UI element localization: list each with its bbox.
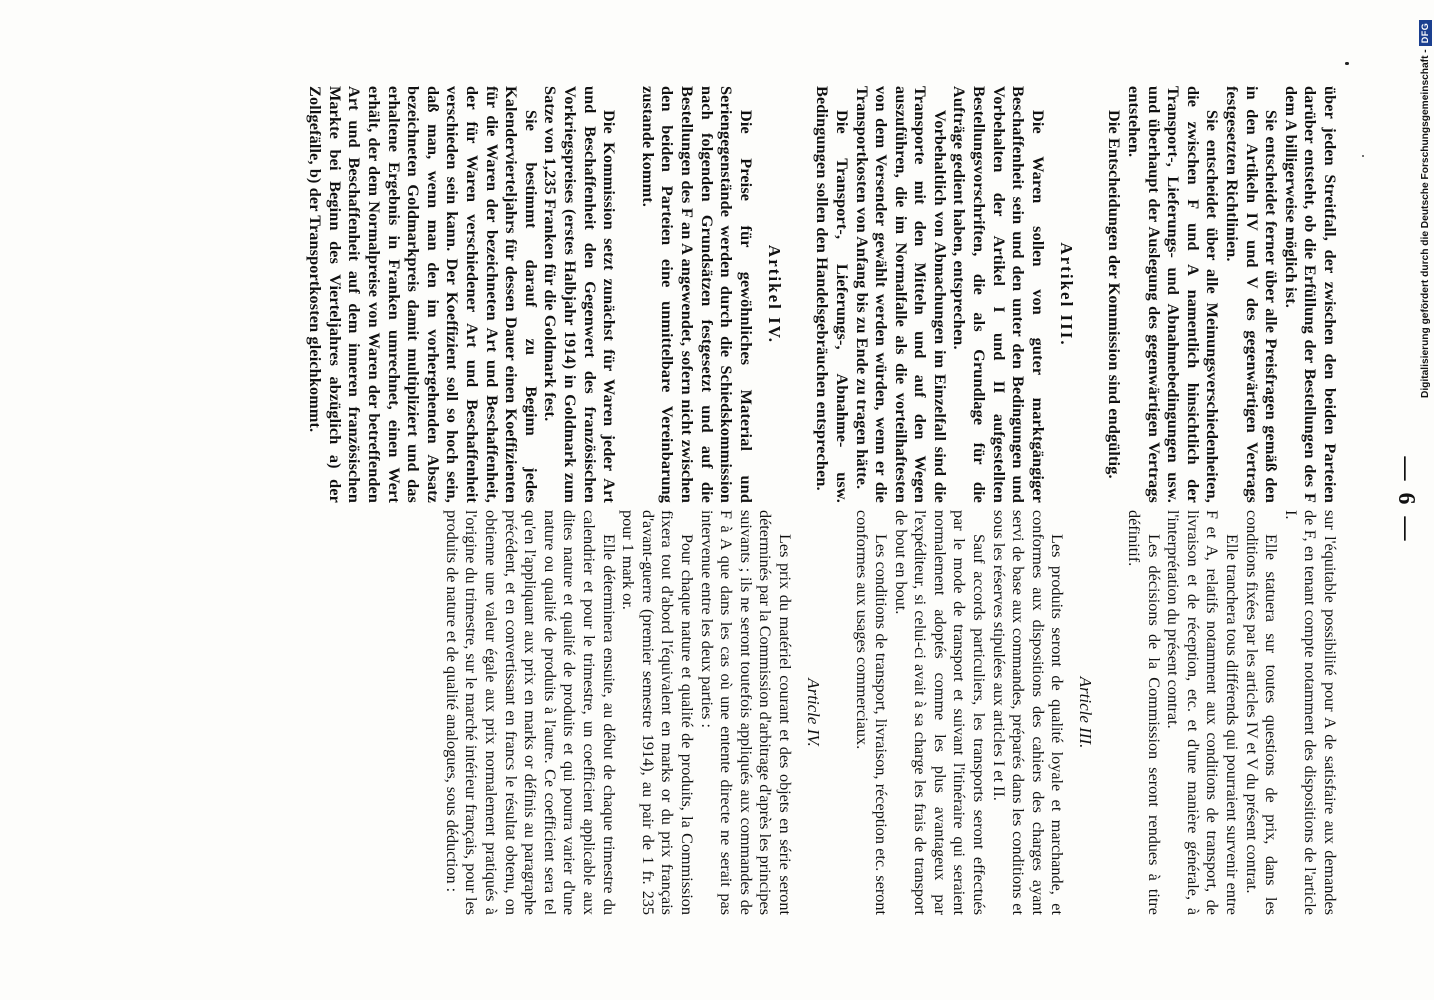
fr-paragraph-3: Elle tranchera tous différends qui pourraient survenir entre F et A, relatifs notamment aux conditions de transport, de livraison et de réception, etc. et d'une manière générale, à l'interprétation du présent contrat. (1164, 510, 1242, 915)
spacer (1104, 510, 1123, 915)
fr-paragraph-6: Sauf accords particuliers, les transports seront effectués par le mode de transport et suivant l'itinéraire qui seraient normalement adoptés comme les plus avantageux par l'expéditeur, si celui-ci avait à sa charge les frais de transport de bout en bout. (891, 510, 989, 915)
ink-speck (1362, 155, 1364, 157)
spacer (832, 510, 851, 915)
de-paragraph-6: Vorbehaltlich von Abmachungen im Einzelfall sind die Transporte mit den Mitteln und auf den Wegen auszuführen, die im Normalfalle als die vorteilhaftesten von dem Versender gewählt werden würden, wenn er die Transportkosten von Anfang bis zu Ende zu tragen hätte. (852, 86, 949, 503)
page-number: — 6 — (1393, 456, 1419, 544)
de-paragraph-9: Die Kommission setzt zunächst für Waren jeder Art und Beschaffenheit den Gegenwert des französischen Vorkriegspreises (erstes Halbjahr 1914) in Goldmark zum Satze von 1,235 Franken für die Goldmark fest. (541, 86, 619, 503)
fr-paragraph-5: Les produits seront de qualité loyale et marchande, et conformes aux dispositions des cahiers des charges ayant servi de base aux commandes, préparés dans les conditions et sous les réserves stipulées aux articles I et II. (989, 510, 1067, 915)
dfg-logo: DFG (1419, 20, 1432, 47)
fr-heading-article-4: Article IV. (803, 678, 823, 747)
fr-paragraph-4: Les décisions de la Commission seront rendues à titre définitif. (1125, 510, 1163, 915)
de-paragraph-10: Sie bestimmt darauf zu Beginn jedes Kalendervierteljahrs für dessen Dauer einen Koeffizienten für die Waren der bezeichneten Art und Beschaffenheit, der für Waren verschiedener Art und Beschaffenheit verschieden sein kann. Der Koeffizient soll so hoch sein, daß man, wenn man den im vorhergehenden Absatz bezeichneten Goldmarkpreis damit multipliziert und das erhaltene Ergebnis in Franken umrechnet, einen Wert erhält, der dem Normalpreise von Waren der betreffenden Art und Beschaffenheit auf dem inneren französischen Markte bei Beginn des Vierteljahres abzüglich a) der Zollgefälle, b) der Transportkosten gleichkommt. (306, 86, 540, 503)
spacer (1085, 86, 1104, 503)
fr-paragraph-10: Elle déterminera ensuite, au début de chaque trimestre du calendrier et pour le trimestre, un coefficient applicable aux dites nature et qualité de produits et qui pourra varier d'une nature ou qualité de produits à l'autre. Ce coefficient sera tel qu'en l'appliquant aux prix en marks or définis au paragraphe précédent, et en convertissant en francs le résultat obtenu, on obtienne une valeur égale aux prix normalement pratiqués à l'origine du trimestre, sur le marché intérieur français, pour les produits de nature et de qualité analogues, sous déduction : (442, 510, 618, 915)
fr-paragraph-9: Pour chaque nature et qualité de produits, la Commission fixera tout d'abord l'équivalent en marks or du prix français d'avant-guerre (premier semestre 1914), au pair de 1 fr. 235 pour 1 mark or. (619, 510, 696, 915)
de-paragraph-1: über jeden Streitfall, der zwischen den beiden Parteien darüber entsteht, ob die Erfüllung der Bestellungen des F dem A billigerweise möglich ist. (1281, 86, 1339, 503)
spacer (618, 86, 637, 503)
fr-paragraph-8: Les prix du matériel courant et des objets en série seront déterminés par la Commission d'arbitrage d'après les principes suivants ; ils ne seront toutefois appliqués aux commandes de F à A que dans les cas où une entente directe ne serait pas intervenue entre les deux parties : (697, 510, 794, 915)
ink-speck (1345, 62, 1349, 65)
de-paragraph-2: Sie entscheidet ferner über alle Preisfragen gemäß den in den Artikeln IV und V des gegenwärtigen Vertrags festgesetzten Richtlinien. (1223, 86, 1281, 503)
de-paragraph-7: Die Transport-, Lieferungs-, Abnahme- usw. Bedingungen sollen den Handelsgebräuchen entsprechen. (813, 86, 851, 503)
fr-paragraph-1: sur l'équitable possibilité pour A de satisfaire aux demandes de F, en tenant compte notamment des dispositions de l'article I. (1281, 510, 1339, 915)
french-column (441, 510, 1339, 915)
de-heading-article-3: Artikel III. (1056, 242, 1076, 347)
de-paragraph-8: Die Preise für gewöhnliches Material und Seriengegenstände werden durch die Schiedskommission nach folgenden Grundsätzen festgesetzt und auf die Bestellungen des F an A angewendet, sofern nicht zwischen den beiden Parteien eine unmittelbare Vereinbarung zustande kommt. (638, 86, 755, 503)
fr-heading-article-3: Article III. (1076, 676, 1096, 749)
dfg-funding-stamp (1417, 6, 1434, 398)
de-paragraph-3: Sie entscheidet über alle Meinungsverschiedenheiten, die zwischen F und A namentlich hinsichtlich der Transport-, Lieferungs- und Abnahmebedingungen usw. und überhaupt der Auslegung des gegenwärtigen Vertrags entstehen. (1125, 86, 1222, 503)
spacer (793, 86, 812, 503)
fr-paragraph-7: Les conditions de transport, livraison, réception etc. seront conformes aux usages commerciaux. (852, 510, 891, 915)
stamp-text: Digitalisierung gefördert durch die Deutsche Forschungsgemeinschaft - (1420, 49, 1431, 398)
german-column (305, 86, 1339, 503)
de-paragraph-4: Die Entscheidungen der Kommission sind endgültig. (1105, 110, 1124, 479)
fr-paragraph-2: Elle statuera sur toutes questions de prix, dans les conditions fixées par les articles IV et V du présent contrat. (1242, 510, 1281, 915)
de-heading-article-4: Artikel IV. (764, 244, 784, 345)
de-paragraph-5: Die Waren sollen von guter marktgängiger Beschaffenheit sein und den unter den Bedingungen und Vorbehalten der Artikel I und II aufgestellten Bestellungsvorschriften, die als Grundlage für die Aufträge gedient haben, entsprechen. (950, 86, 1047, 503)
